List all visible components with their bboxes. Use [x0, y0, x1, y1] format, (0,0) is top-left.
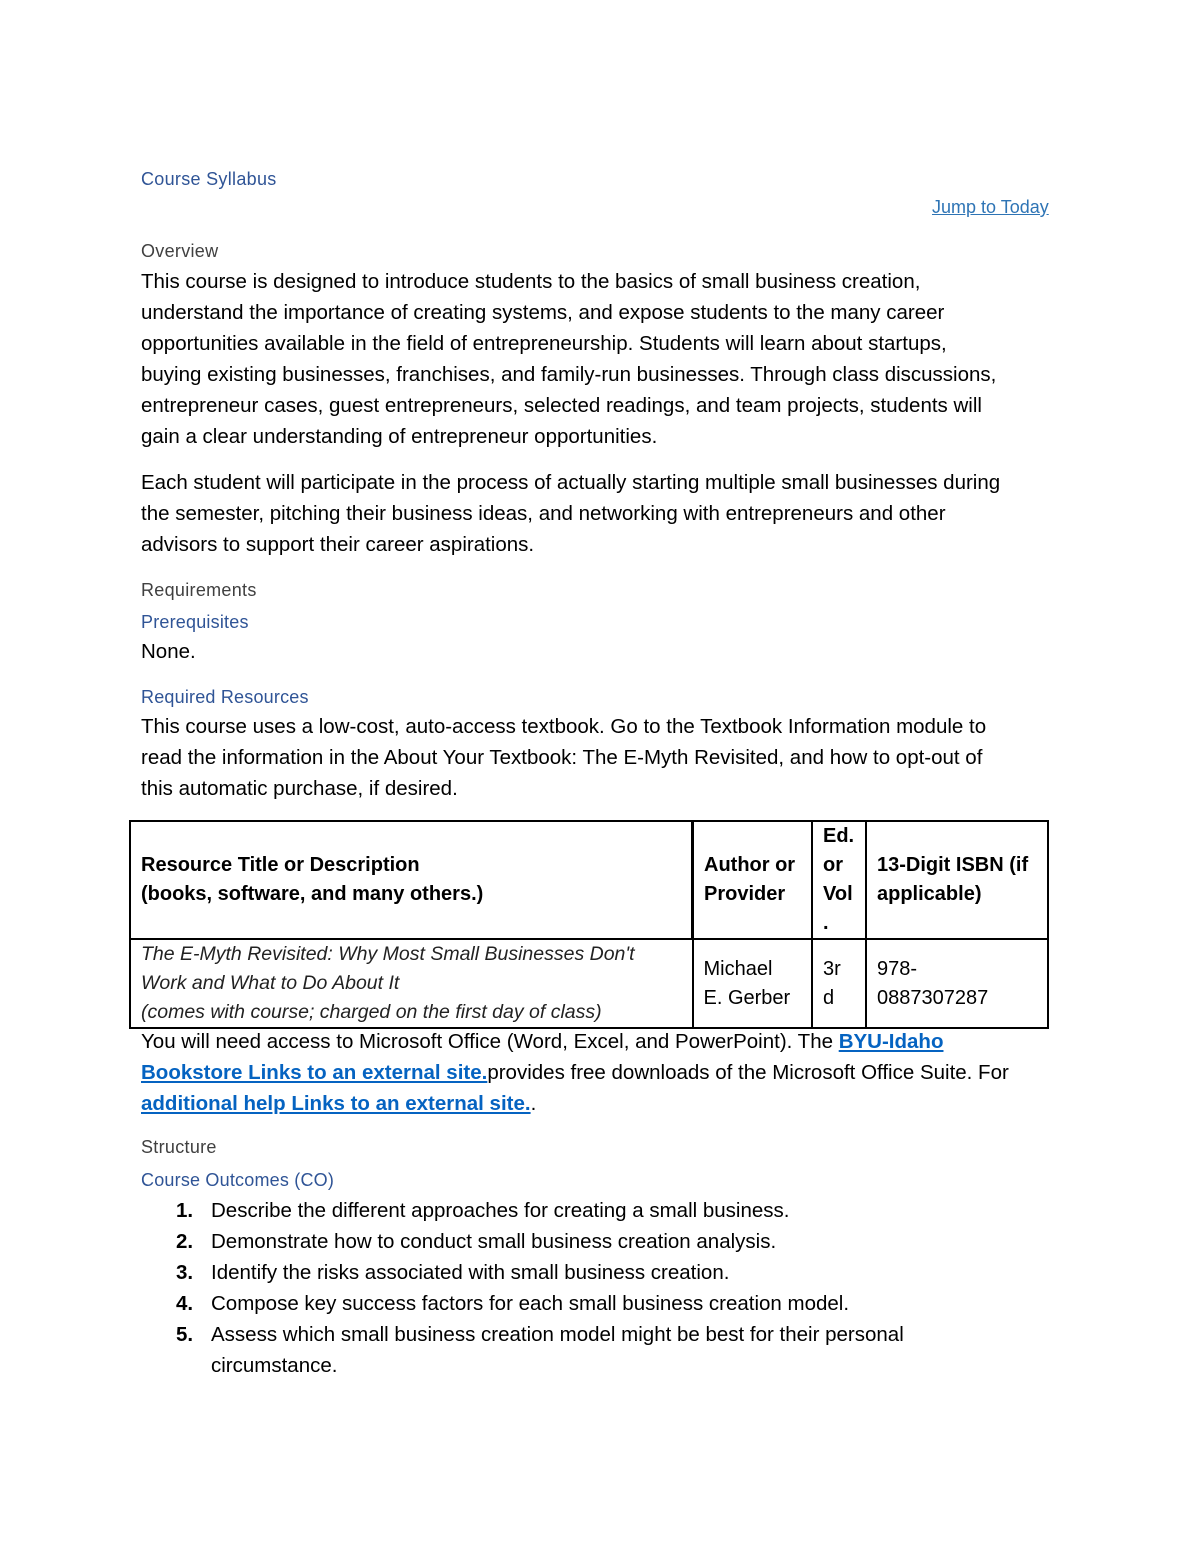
outcome-text: Compose key success factors for each small business creation model.: [211, 1292, 850, 1315]
office-text: provides free downloads of the Microsoft Office Suite. For: [487, 1061, 1009, 1084]
header-edition-line: .: [823, 912, 829, 934]
prerequisites-heading: Prerequisites: [141, 612, 249, 632]
resource-edition-cell: [812, 939, 866, 1028]
course-outcomes-list: [141, 1195, 904, 1381]
byu-idaho-link[interactable]: BYU-Idaho: [838, 1030, 944, 1053]
overview-line: opportunities available in the field of entrepreneurship. Students will learn about startups,: [141, 332, 947, 355]
resources-line: read the information in the About Your Textbook: The E-Myth Revisited, and how to opt-out of: [141, 746, 983, 769]
office-text: You will need access to Microsoft Office (Word, Excel, and PowerPoint). The: [141, 1030, 839, 1053]
additional-help-link[interactable]: additional help Links to an external site.: [141, 1092, 531, 1115]
list-item: [141, 1288, 904, 1319]
course-outcomes-heading: Course Outcomes (CO): [141, 1170, 335, 1190]
list-item: [141, 1226, 904, 1257]
resource-isbn-line: 0887307287: [877, 986, 989, 1009]
header-edition-line: or: [823, 854, 843, 876]
resources-line: this automatic purchase, if desired.: [141, 777, 458, 800]
header-isbn-line: applicable): [877, 883, 982, 905]
resource-isbn-cell: [866, 939, 1048, 1028]
resources-table: [129, 820, 1049, 1029]
overview-line: Each student will participate in the process of actually starting multiple small businesses during: [141, 471, 1001, 494]
overview-paragraph-1: [141, 266, 996, 452]
page-title: Course Syllabus: [141, 169, 277, 189]
overview-line: the semester, pitching their business ideas, and networking with entrepreneurs and other: [141, 502, 946, 525]
office-text: .: [530, 1092, 537, 1115]
header-edition-line: Vol: [823, 883, 853, 905]
overview-heading: Overview: [141, 241, 219, 261]
overview-line: buying existing businesses, franchises, and family-run businesses. Through class discussions,: [141, 363, 997, 386]
outcome-text: circumstance.: [211, 1354, 338, 1377]
header-isbn-cell: [866, 821, 1048, 939]
overview-line: advisors to support their career aspirations.: [141, 533, 535, 556]
jump-to-today-link[interactable]: Jump to Today: [932, 197, 1049, 217]
resource-edition-line: d: [823, 986, 835, 1009]
bookstore-link[interactable]: Bookstore Links to an external site.: [141, 1061, 488, 1084]
overview-line: gain a clear understanding of entrepreneur opportunities.: [141, 425, 658, 448]
resource-author-line: E. Gerber: [703, 986, 791, 1009]
requirements-heading: Requirements: [141, 580, 257, 600]
prerequisites-value: None.: [141, 640, 196, 663]
required-resources-heading: Required Resources: [141, 687, 309, 707]
list-item: [141, 1195, 904, 1226]
header-title-cell: [130, 821, 693, 939]
office-paragraph: [141, 1026, 1009, 1119]
outcome-text: Demonstrate how to conduct small business creation analysis.: [211, 1230, 777, 1253]
header-author-cell: [693, 821, 813, 939]
outcome-text: Identify the risks associated with small business creation.: [211, 1261, 730, 1284]
list-item: [141, 1319, 904, 1350]
header-author-line: Author or: [704, 854, 796, 876]
header-edition-line: Ed.: [823, 825, 855, 847]
office-line-2: [141, 1057, 1009, 1088]
resource-author-cell: [693, 939, 813, 1028]
overview-paragraph-2: [141, 467, 1000, 560]
required-resources-text: [141, 711, 986, 804]
office-line-1: [141, 1026, 1009, 1057]
header-edition-cell: [812, 821, 866, 939]
list-item-continuation: [141, 1350, 904, 1381]
outcome-text: Assess which small business creation model might be best for their personal: [211, 1323, 904, 1346]
header-title-sub: (books, software, and many others.): [141, 883, 484, 905]
list-number: 5.: [176, 1323, 194, 1346]
overview-line: This course is designed to introduce students to the basics of small business creation,: [141, 270, 921, 293]
list-number: 1.: [176, 1199, 194, 1222]
resource-title-line: Work and What to Do About It: [141, 972, 400, 994]
header-title-line: Resource Title or Description: [141, 854, 420, 876]
resource-title-cell: [130, 939, 693, 1028]
list-number: 4.: [176, 1292, 194, 1315]
overview-line: understand the importance of creating systems, and expose students to the many career: [141, 301, 945, 324]
outcome-text: Describe the different approaches for creating a small business.: [211, 1199, 790, 1222]
list-item: [141, 1257, 904, 1288]
resources-line: This course uses a low-cost, auto-access textbook. Go to the Textbook Information module to: [141, 715, 987, 738]
list-number: 3.: [176, 1261, 194, 1284]
resource-isbn-line: 978-: [877, 957, 918, 980]
office-line-3: [141, 1088, 1009, 1119]
table-header-row: [130, 821, 1048, 939]
list-number: 2.: [176, 1230, 194, 1253]
header-isbn-line: 13-Digit ISBN (if: [877, 854, 1029, 876]
resource-title-note: (comes with course; charged on the first day of class): [141, 1001, 602, 1023]
resource-edition-line: 3r: [823, 957, 841, 980]
header-author-line: Provider: [704, 883, 786, 905]
resource-author-line: Michael: [703, 957, 773, 980]
table-row: [130, 939, 1048, 1028]
structure-heading: Structure: [141, 1137, 217, 1157]
resource-title-line: The E-Myth Revisited: Why Most Small Businesses Don't: [141, 943, 635, 965]
overview-line: entrepreneur cases, guest entrepreneurs, selected readings, and team projects, students will: [141, 394, 982, 417]
